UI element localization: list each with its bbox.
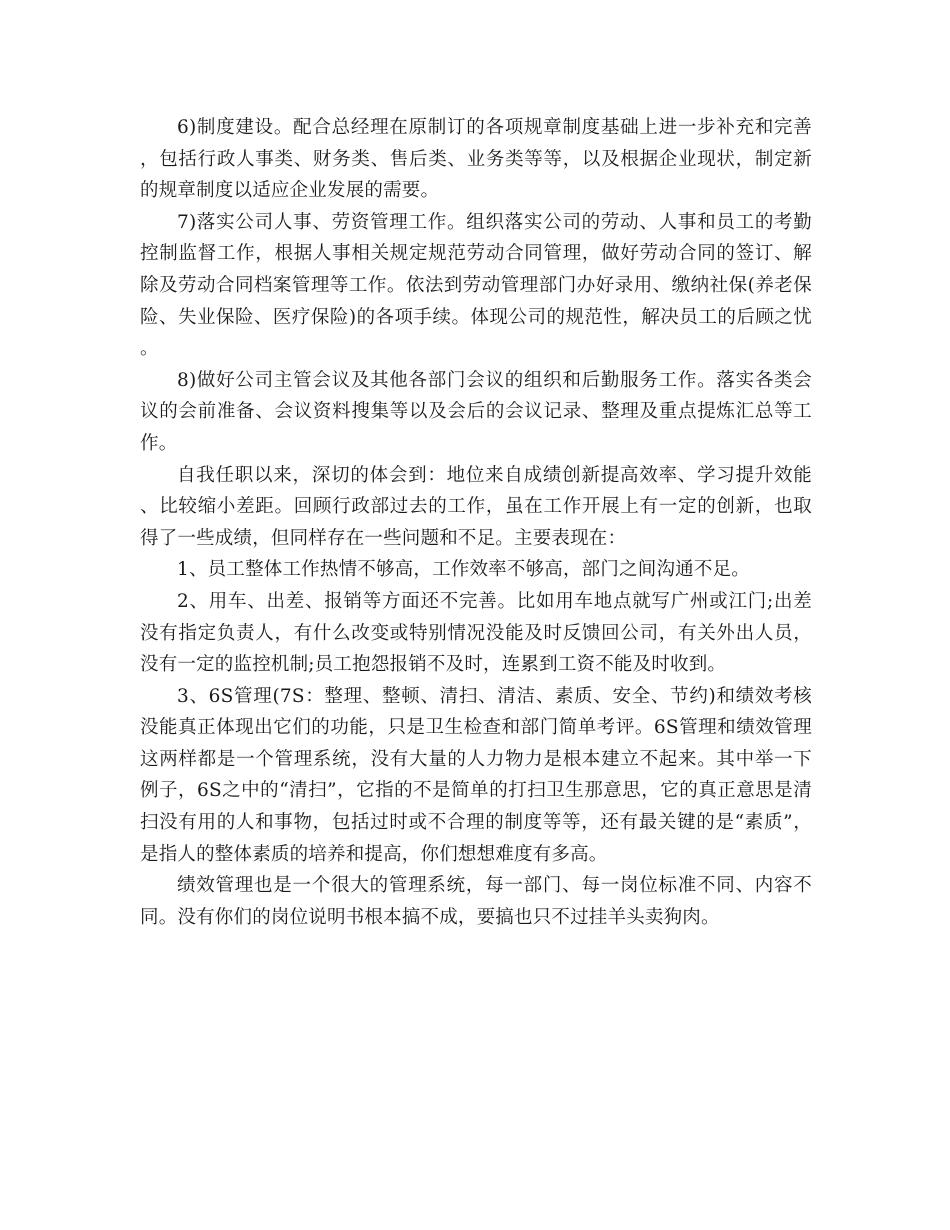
paragraph-personnel-management: 7)落实公司人事、劳资管理工作。组织落实公司的劳动、人事和员工的考勤控制监督工作，根据人事相关规定规范劳动合同管理，做好劳动合同的签订、解除及劳动合同档案管理等工作。依法到劳动管理部门办好录用、缴纳社保(养老保险、失业保险、医疗保险)的各项手续。体现公司的规范性，解决员工的后顾之忧。 bbox=[140, 211, 812, 360]
paragraph-self-reflection: 自我任职以来，深切的体会到：地位来自成绩创新提高效率、学习提升效能、比较缩小差距。回顾行政部过去的工作，虽在工作开展上有一定的创新，也取得了一些成绩，但同样存在一些问题和不足。主要表现在： bbox=[140, 464, 812, 549]
paragraph-issue-2: 2、用车、出差、报销等方面还不完善。比如用车地点就写广州或江门;出差没有指定负责人，有什么改变或特别情况没能及时反馈回公司，有关外出人员，没有一定的监控机制;员工抱怨报销不及时，连累到工资不能及时收到。 bbox=[140, 590, 812, 676]
paragraph-system-building: 6)制度建设。配合总经理在原制订的各项规章制度基础上进一步补充和完善，包括行政人事类、财务类、售后类、业务类等等，以及根据企业现状，制定新的规章制度以适应企业发展的需要。 bbox=[140, 117, 812, 202]
paragraph-issue-3: 3、6S管理(7S：整理、整顿、清扫、清洁、素质、安全、节约)和绩效考核没能真正体现出它们的功能，只是卫生检查和部门简单考评。6S管理和绩效管理这两样都是一个管理系统，没有大量的人力物力是根本建立不起来。其中举一下例子，6S之中的“清扫”，它指的不是简单的打扫卫生那意思，它的真正意思是清扫没有用的人和事物，包括过时或不合理的制度等等，还有最关键的是“素质”，是指人的整体素质的培养和提高，你们想想难度有多高。 bbox=[140, 685, 812, 865]
paragraph-performance-management: 绩效管理也是一个很大的管理系统，每一部门、每一岗位标准不同、内容不同。没有你们的岗位说明书根本搞不成，要搞也只不过挂羊头卖狗肉。 bbox=[140, 875, 812, 928]
document-body bbox=[140, 112, 812, 933]
paragraph-meeting-services: 8)做好公司主管会议及其他各部门会议的组织和后勤服务工作。落实各类会议的会前准备、会议资料搜集等以及会后的会议记录、整理及重点提炼汇总等工作。 bbox=[140, 369, 812, 454]
paragraph-issue-1: 1、员工整体工作热情不够高，工作效率不够高，部门之间沟通不足。 bbox=[177, 559, 750, 581]
